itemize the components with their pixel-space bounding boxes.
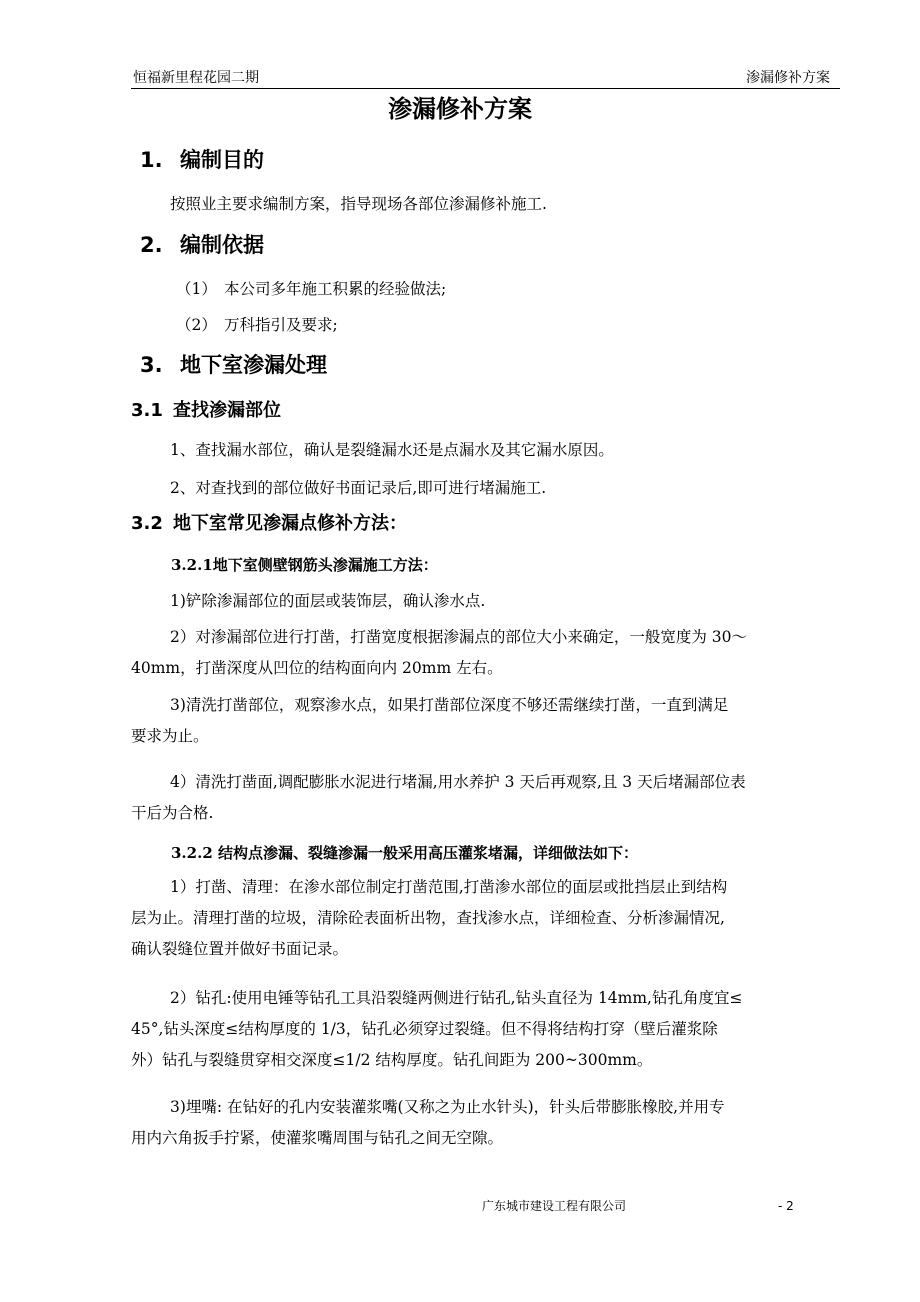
paragraph bbox=[131, 872, 843, 965]
paragraph-line: 干后为合格. bbox=[131, 804, 214, 822]
paragraph-line: 层为止。清理打凿的垃圾，清除砼表面析出物，查找渗水点，详细检查、分析渗漏情况, bbox=[131, 909, 725, 927]
paragraph-line: 1）打凿、清理：在渗水部位制定打凿范围,打凿渗水部位的面层或批挡层止到结构 bbox=[170, 878, 728, 896]
section-number: 2. bbox=[140, 233, 163, 257]
section-title: 查找渗漏部位 bbox=[173, 400, 281, 421]
paragraph-line: 2）钻孔:使用电锤等钻孔工具沿裂缝两侧进行钻孔,钻头直径为 14mm,钻孔角度宜≤ bbox=[170, 989, 743, 1007]
paragraph-line: 要求为止。 bbox=[131, 727, 209, 745]
list-item-text: 万科指引及要求; bbox=[224, 316, 338, 334]
subsection-3-1-heading bbox=[131, 399, 281, 423]
section-number: 3.1 bbox=[131, 400, 163, 421]
section-title: 编制依据 bbox=[180, 233, 264, 257]
header-project-name: 恒福新里程花园二期 bbox=[133, 70, 259, 86]
section-number: 3.2 bbox=[131, 513, 163, 534]
section-2-heading bbox=[140, 231, 264, 259]
footer-company: 广东城市建设工程有限公司 bbox=[482, 1199, 627, 1213]
subsection-3-2-2-heading: 3.2.2 结构点渗漏、裂缝渗漏一般采用高压灌浆堵漏，详细做法如下： bbox=[171, 844, 638, 862]
paragraph-line: 40mm，打凿深度从凹位的结构面向内 20mm 左右。 bbox=[131, 659, 503, 677]
paragraph-line: 2）对渗漏部位进行打凿，打凿宽度根据渗漏点的部位大小来确定，一般宽度为 30～ bbox=[170, 628, 748, 646]
section-number: 1. bbox=[140, 148, 163, 172]
list-item bbox=[176, 277, 446, 301]
paragraph-line: 4）清洗打凿面,调配膨胀水泥进行堵漏,用水养护 3 天后再观察,且 3 天后堵漏部位表 bbox=[170, 773, 746, 791]
paragraph bbox=[131, 767, 843, 829]
paragraph bbox=[131, 690, 843, 752]
section-title: 地下室常见渗漏点修补方法： bbox=[173, 513, 407, 534]
document-title: 渗漏修补方案 bbox=[388, 95, 532, 123]
section-number: 3. bbox=[140, 353, 163, 377]
list-item-number: （2） bbox=[176, 316, 217, 334]
paragraph-line: 确认裂缝位置并做好书面记录。 bbox=[131, 940, 349, 958]
paragraph bbox=[131, 622, 843, 684]
paragraph-line: 用内六角扳手拧紧，使灌浆嘴周围与钻孔之间无空隙。 bbox=[131, 1129, 504, 1147]
list-item-text: 本公司多年施工积累的经验做法; bbox=[224, 280, 447, 298]
paragraph-line: 2、对查找到的部位做好书面记录后,即可进行堵漏施工. bbox=[170, 479, 547, 497]
paragraph-line: 1)铲除渗漏部位的面层或装饰层，确认渗水点. bbox=[170, 592, 486, 610]
header-doc-title: 渗漏修补方案 bbox=[746, 70, 830, 86]
list-item bbox=[176, 313, 338, 337]
page-header bbox=[131, 66, 840, 89]
section-title: 地下室渗漏处理 bbox=[180, 353, 327, 377]
section-1-heading bbox=[140, 146, 264, 174]
subsection-3-2-heading bbox=[131, 512, 407, 536]
paragraph bbox=[131, 1092, 843, 1154]
paragraph bbox=[131, 983, 843, 1076]
paragraph-line: 3)埋嘴: 在钻好的孔内安装灌浆嘴(又称之为止水针头)，针头后带膨胀橡胶,并用专 bbox=[170, 1098, 725, 1116]
paragraph-line: 1、查找漏水部位，确认是裂缝漏水还是点漏水及其它漏水原因。 bbox=[170, 441, 614, 459]
section-3-heading bbox=[140, 351, 327, 379]
paragraph-line: 3)清洗打凿部位，观察渗水点，如果打凿部位深度不够还需继续打凿，一直到满足 bbox=[170, 696, 729, 714]
subsection-3-2-1-heading: 3.2.1地下室侧壁钢筋头渗漏施工方法： bbox=[171, 556, 438, 574]
page-number: - 2 bbox=[778, 1199, 794, 1213]
paragraph-line: 外）钻孔与裂缝贯穿相交深度≤1/2 结构厚度。钻孔间距为 200~300mm。 bbox=[131, 1051, 653, 1069]
section-1-text: 按照业主要求编制方案，指导现场各部位渗漏修补施工. bbox=[170, 195, 547, 213]
list-item-number: （1） bbox=[176, 280, 217, 298]
paragraph-line: 45°,钻头深度≤结构厚度的 1/3，钻孔必须穿过裂缝。但不得将结构打穿（壁后灌浆除 bbox=[131, 1020, 718, 1038]
section-title: 编制目的 bbox=[180, 148, 264, 172]
